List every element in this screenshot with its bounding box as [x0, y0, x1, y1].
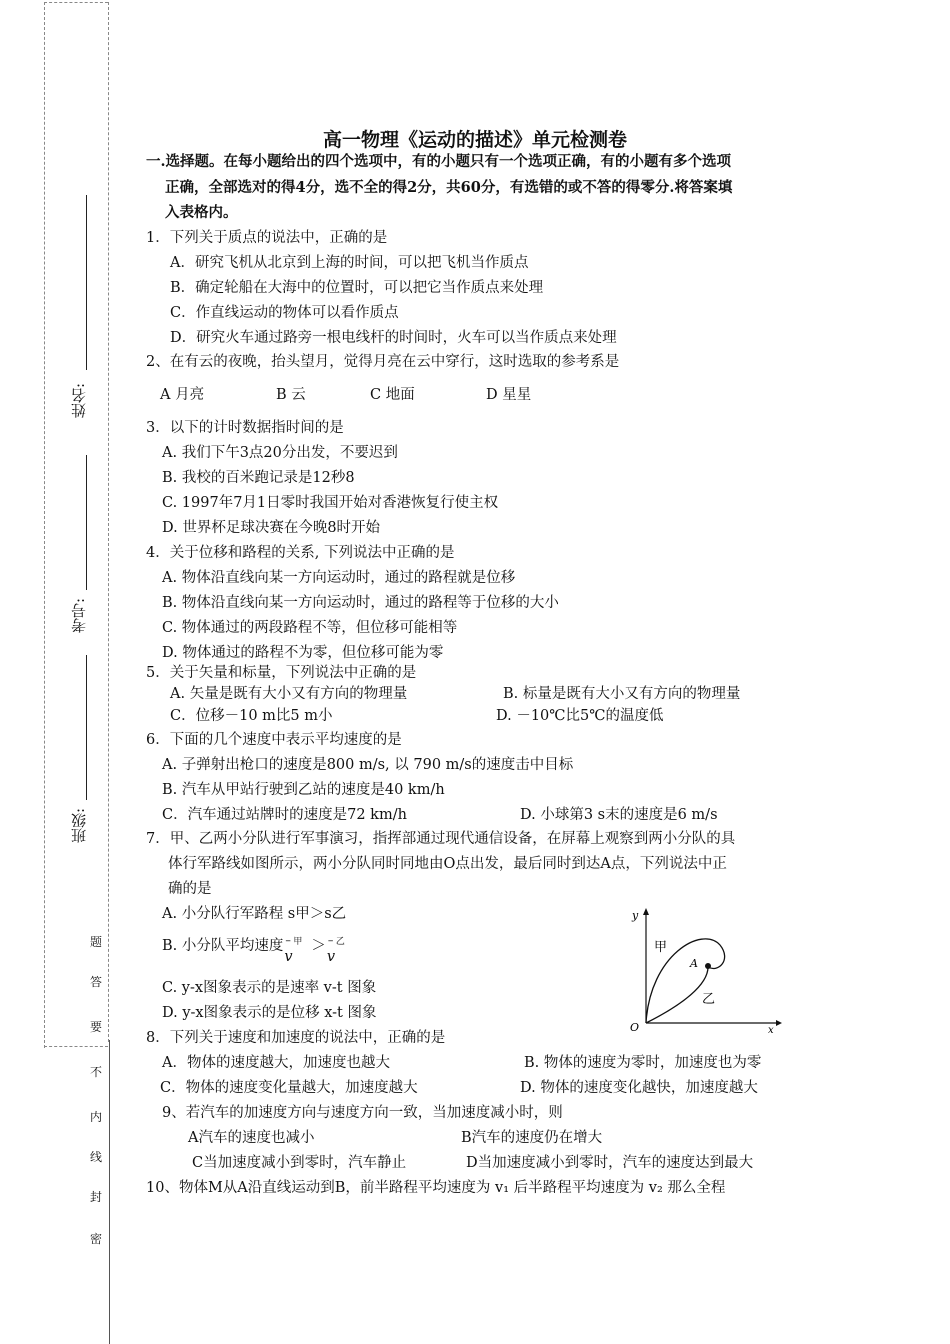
gt-sign: ＞: [311, 938, 326, 954]
option-b: [162, 930, 354, 968]
option-b: B. 我校的百米跑记录是12秒8: [162, 470, 355, 486]
sub-yi: 乙: [335, 937, 345, 947]
option-c: C．物体的速度变化量越大，加速度越大: [160, 1080, 418, 1096]
exam-no-label: 考号:: [70, 597, 88, 633]
question-stem: 确的是: [168, 881, 212, 897]
option-a: A汽车的速度也减小: [188, 1130, 315, 1146]
binding-margin-dashed-right: [108, 2, 109, 1042]
point-a-dot: [705, 963, 711, 969]
section-heading-line: 入表格内。: [165, 204, 238, 221]
seal-char: 内: [89, 1110, 102, 1124]
option-c: C 地面: [370, 387, 415, 403]
binding-margin-dashed-top: [44, 2, 108, 3]
option-a: A．研究飞机从北京到上海的时间，可以把飞机当作质点: [170, 255, 529, 271]
class-blank-line: [86, 655, 87, 800]
exam-no-blank-line: [86, 455, 87, 590]
seal-char: 封: [89, 1190, 102, 1204]
binding-margin-solid-line: [109, 1040, 110, 1344]
option-c: C．作直线运动的物体可以看作质点: [170, 305, 399, 321]
option-b: B. 物体的速度为零时，加速度也为零: [524, 1055, 762, 1071]
v-symbol: v: [326, 949, 336, 965]
question-stem: 2、在有云的夜晚，抬头望月，觉得月亮在云中穿行，这时选取的参考系是: [146, 354, 620, 370]
option-c: C．位移－10 m比5 m小: [170, 708, 333, 724]
y-label: y: [632, 909, 639, 922]
option-a: A. 物体沿直线向某一方向运动时，通过的路程就是位移: [162, 570, 516, 586]
option-a: A．物体的速度越大，加速度也越大: [162, 1055, 390, 1071]
section-heading-line: 一.选择题。在每小题给出的四个选项中，有的小题只有一个选项正确，有的小题有多个选项: [146, 153, 732, 170]
option-d: D. y-x图象表示的是位移 x-t 图象: [162, 1005, 377, 1021]
option-b: B．确定轮船在大海中的位置时，可以把它当作质点来处理: [170, 280, 544, 296]
path-yi-label: 乙: [702, 992, 716, 1007]
option-d: D当加速度减小到零时，汽车的速度达到最大: [466, 1155, 754, 1171]
question-stem: 9、若汽车的加速度方向与速度方向一致，当加速度减小时，则: [162, 1105, 563, 1121]
seal-char: 线: [89, 1150, 102, 1164]
option-d: D. －10℃比5℃的温度低: [496, 708, 664, 724]
question-stem: 体行军路线如图所示，两小分队同时同地由O点出发，最后同时到达A点，下列说法中正: [168, 856, 727, 872]
v-bar-jia: [283, 930, 311, 965]
option-d: D. 物体的速度变化越快，加速度越大: [520, 1080, 758, 1096]
seal-char: 不: [89, 1065, 102, 1079]
name-label: 姓名:: [70, 382, 88, 418]
page-title: 高一物理《运动的描述》单元检测卷: [322, 129, 627, 151]
binding-margin-dashed-left: [44, 2, 45, 1048]
section-heading-line: 正确，全部选对的得4分，选不全的得2分，共60分，有选错的或不答的得零分.将答案填: [165, 179, 733, 196]
question-stem: 6．下面的几个速度中表示平均速度的是: [146, 732, 402, 748]
option-b-prefix: B. 小分队平均速度: [162, 938, 284, 954]
question-stem: 4．关于位移和路程的关系, 下列说法中正确的是: [146, 545, 455, 561]
option-a: A 月亮: [160, 387, 205, 403]
class-label: 班级:: [70, 807, 88, 843]
name-blank-line: [86, 195, 87, 370]
option-b: B. 物体沿直线向某一方向运动时，通过的路程等于位移的大小: [162, 595, 559, 611]
x-axis-arrow: [776, 1020, 782, 1026]
point-a-label: A: [690, 957, 698, 970]
option-d: D．研究火车通过路旁一根电线杆的时间时，火车可以当作质点来处理: [170, 330, 617, 346]
option-a: A. 子弹射出枪口的速度是800 m/s, 以 790 m/s的速度击中目标: [162, 757, 574, 773]
question-stem: 1．下列关于质点的说法中，正确的是: [146, 230, 388, 246]
seal-char: 答: [89, 975, 102, 989]
path-figure: [622, 905, 782, 1035]
option-c: C. 物体通过的两段路程不等，但位移可能相等: [162, 620, 458, 636]
question-stem: 10、物体M从A沿直线运动到B，前半路程平均速度为 v₁ 后半路程平均速度为 v₂ 那么全程: [146, 1180, 726, 1196]
v-bar-yi: [326, 930, 354, 965]
option-b: B. 汽车从甲站行驶到乙站的速度是40 km/h: [162, 782, 445, 798]
option-c: C. y-x图象表示的是速率 v-t 图象: [162, 980, 377, 996]
option-c: C当加速度减小到零时，汽车静止: [192, 1155, 407, 1171]
seal-char: 题: [89, 935, 102, 949]
bar-mark: –: [285, 934, 291, 947]
option-b: B汽车的速度仍在增大: [461, 1130, 603, 1146]
path-yi: [646, 967, 708, 1023]
question-stem: 3．以下的计时数据指时间的是: [146, 420, 344, 436]
seal-char: 要: [89, 1020, 102, 1034]
bar-mark: –: [327, 934, 334, 947]
option-d: D. 世界杯足球决赛在今晚8时开始: [162, 520, 381, 536]
option-d: D. 小球第3 s末的速度是6 m/s: [520, 807, 718, 823]
y-axis-arrow: [643, 908, 649, 915]
question-stem: 5．关于矢量和标量，下列说法中正确的是: [146, 665, 417, 681]
option-a: A. 小分队行军路程 s甲＞s乙: [162, 906, 347, 922]
option-c: C．汽车通过站牌时的速度是72 km/h: [162, 807, 407, 823]
option-b: B 云: [276, 387, 306, 403]
option-a: A. 我们下午3点20分出发，不要迟到: [162, 445, 398, 461]
option-d: D. 物体通过的路程不为零，但位移可能为零: [162, 645, 444, 661]
x-label: x: [768, 1025, 774, 1035]
option-c: C. 1997年7月1日零时我国开始对香港恢复行使主权: [162, 495, 499, 511]
option-a: A. 矢量是既有大小又有方向的物理量: [170, 686, 408, 702]
option-d: D 星星: [486, 387, 532, 403]
question-stem: 8．下列关于速度和加速度的说法中，正确的是: [146, 1030, 446, 1046]
seal-char: 密: [89, 1232, 102, 1246]
question-stem: 7．甲、乙两小分队进行军事演习，指挥部通过现代通信设备，在屏幕上观察到两小分队的具: [146, 831, 736, 847]
binding-margin-dashed-bottom: [44, 1046, 108, 1047]
path-jia-label: 甲: [654, 940, 668, 955]
sub-jia: 甲: [293, 937, 303, 947]
origin-label: O: [630, 1021, 640, 1034]
option-b: B. 标量是既有大小又有方向的物理量: [503, 686, 741, 702]
v-symbol: v: [284, 949, 293, 965]
